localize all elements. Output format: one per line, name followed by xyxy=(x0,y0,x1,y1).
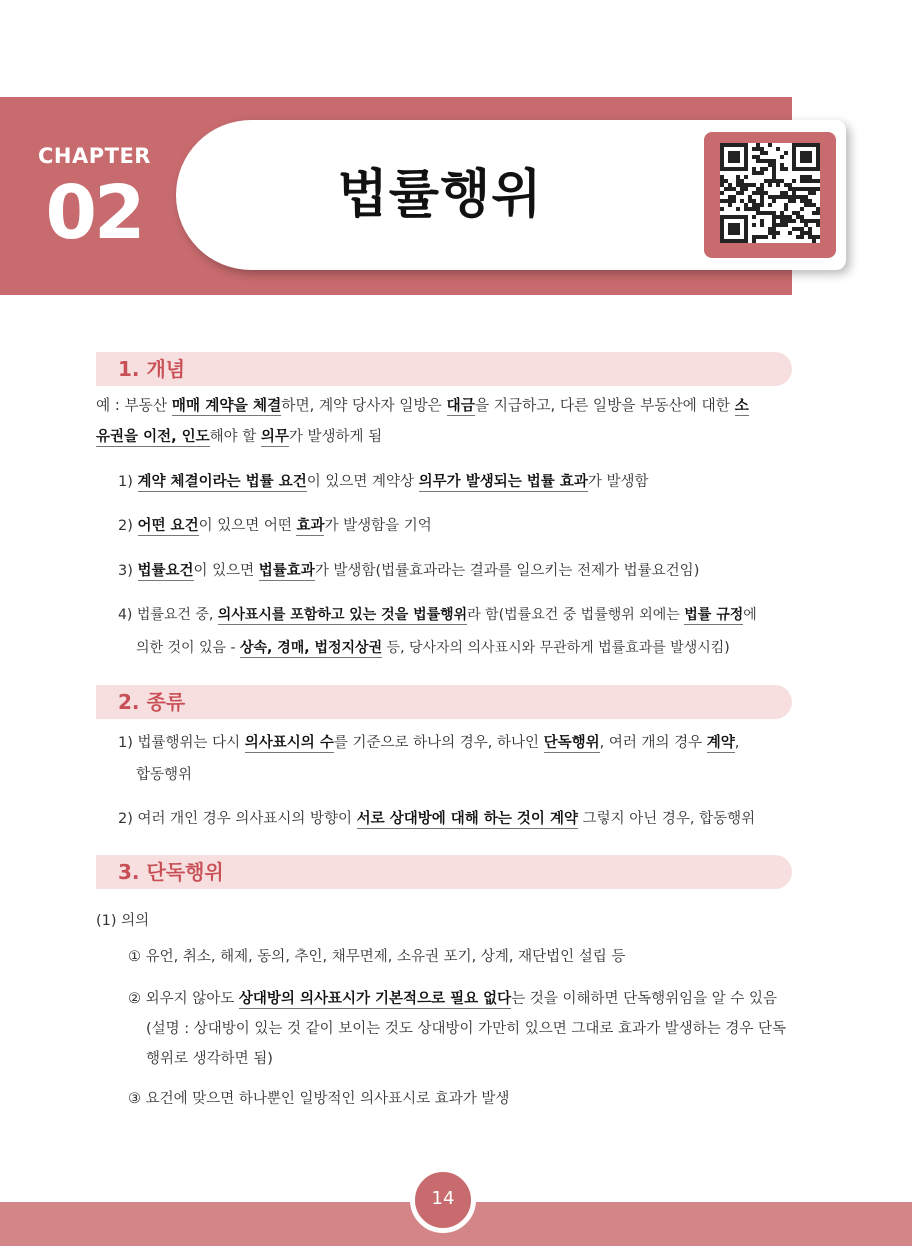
text-segment: 이 있으면 어떤 xyxy=(198,518,297,534)
page-number: 14 xyxy=(431,1188,455,1209)
text-segment: 1) 법률행위는 다시 xyxy=(118,735,245,751)
text-segment: , xyxy=(734,735,740,751)
text-segment: 라 함(법률요건 중 법률행위 외에는 xyxy=(467,607,685,623)
text-segment: , 여러 개의 경우 xyxy=(599,735,707,751)
concept-item-3 xyxy=(118,560,699,582)
chapter-number: 02 xyxy=(45,170,143,256)
text-segment: 2) xyxy=(118,518,138,534)
key-term: 단독행위 xyxy=(543,735,600,751)
key-term: 법률효과 xyxy=(258,563,315,579)
concept-item-4 xyxy=(118,604,757,626)
key-term: 소 xyxy=(734,397,749,414)
text-segment: 가 발생함 xyxy=(587,474,649,490)
concept-item-1 xyxy=(118,471,649,493)
text-segment: 가 발생함(법률효과라는 결과를 일으키는 전제가 법률요건임) xyxy=(314,563,700,579)
section-title-concept: 1. 개념 xyxy=(118,357,186,381)
key-term: 법률 규정 xyxy=(684,607,744,623)
key-term: 효과 xyxy=(296,518,325,534)
section-title-unilateral: 3. 단독행위 xyxy=(118,860,224,884)
section-header-types xyxy=(96,685,792,719)
key-term: 의무 xyxy=(260,429,289,445)
text-segment: 을 지급하고, 다른 일방을 부동산에 대한 xyxy=(474,397,735,414)
text-segment: 그렇지 아닌 경우, 합동행위 xyxy=(577,811,756,827)
text-segment: 등, 당사자의 의사표시와 무관하게 법률효과를 발생시킴) xyxy=(382,640,730,656)
text-segment: 이 있으면 계약상 xyxy=(306,474,419,490)
key-term: 상속, 경매, 법정지상권 xyxy=(240,640,383,656)
section-header-concept xyxy=(96,352,792,386)
concept-item-2 xyxy=(118,515,432,537)
text-segment: 에 xyxy=(743,607,757,623)
text-segment: 를 기준으로 하나의 경우, 하나인 xyxy=(333,735,544,751)
key-term: 계약 체결이라는 법률 요건 xyxy=(137,474,307,490)
section-title-types: 2. 종류 xyxy=(118,690,186,714)
text-segment: 해야 할 xyxy=(209,429,261,445)
unilateral-item-3 xyxy=(128,1088,509,1110)
key-term: 어떤 요건 xyxy=(137,518,199,534)
key-term: 의사표시의 수 xyxy=(244,735,334,751)
text-segment: 하면, 계약 당사자 일방은 xyxy=(281,397,447,414)
text-segment: ③ 요건에 맞으면 하나뿐인 일방적인 의사표시로 효과가 발생 xyxy=(128,1091,510,1107)
text-segment: 의한 것이 있음 - xyxy=(136,640,240,656)
unilateral-item-2-note-cont xyxy=(146,1048,273,1070)
text-segment: ② 외우지 않아도 xyxy=(128,991,239,1007)
key-term: 법률요건 xyxy=(137,563,194,579)
text-segment: 는 것을 이해하면 단독행위임을 알 수 있음 xyxy=(511,991,777,1007)
types-item-2 xyxy=(118,808,755,830)
key-term: 대금 xyxy=(446,397,475,414)
unilateral-item-2 xyxy=(128,988,777,1010)
key-term: 서로 상대방에 대해 하는 것이 계약 xyxy=(356,811,578,827)
page-title: 법률행위 xyxy=(337,165,543,225)
text-segment: 3) xyxy=(118,563,138,579)
unilateral-item-2-note xyxy=(146,1018,786,1040)
key-term: 계약 xyxy=(706,735,735,751)
types-item-1-cont xyxy=(136,764,192,786)
text-segment: 이 있으면 xyxy=(193,563,259,579)
key-term: 매매 계약을 체결 xyxy=(171,397,282,414)
text-segment: (1) 의의 xyxy=(96,913,150,929)
text-segment: 4) 법률요건 중, xyxy=(118,607,218,623)
text-segment: 행위로 생각하면 됨) xyxy=(146,1051,273,1067)
chapter-label: CHAPTER xyxy=(38,144,151,168)
concept-line-1 xyxy=(96,395,749,417)
text-segment: 1) xyxy=(118,474,138,490)
text-segment: 예 : 부동산 xyxy=(96,397,172,414)
unilateral-item-1 xyxy=(128,946,625,968)
key-term: 상대방의 의사표시가 기본적으로 필요 없다 xyxy=(238,991,512,1007)
text-segment: (설명 : 상대방이 있는 것 같이 보이는 것도 상대방이 가만히 있으면 그대로 효과가 발생하는 경우 단독 xyxy=(146,1021,786,1037)
key-term: 유권을 이전, 인도 xyxy=(96,429,210,445)
text-segment: ① 유언, 취소, 해제, 동의, 추인, 채무면제, 소유권 포기, 상계, 재단법인 설립 등 xyxy=(128,949,626,965)
concept-item-4-cont xyxy=(136,637,730,659)
key-term: 의사표시를 포함하고 있는 것을 법률행위 xyxy=(217,607,468,623)
text-segment: 가 발생하게 됨 xyxy=(288,429,383,445)
text-segment: 2) 여러 개인 경우 의사표시의 방향이 xyxy=(118,811,357,827)
text-segment: 가 발생함을 기억 xyxy=(324,518,432,534)
concept-line-2 xyxy=(96,426,382,448)
qr-code-icon[interactable] xyxy=(720,143,820,243)
text-segment: 합동행위 xyxy=(136,767,193,783)
key-term: 의무가 발생되는 법률 효과 xyxy=(418,474,588,490)
unilateral-subhead xyxy=(96,910,149,932)
types-item-1 xyxy=(118,732,739,754)
